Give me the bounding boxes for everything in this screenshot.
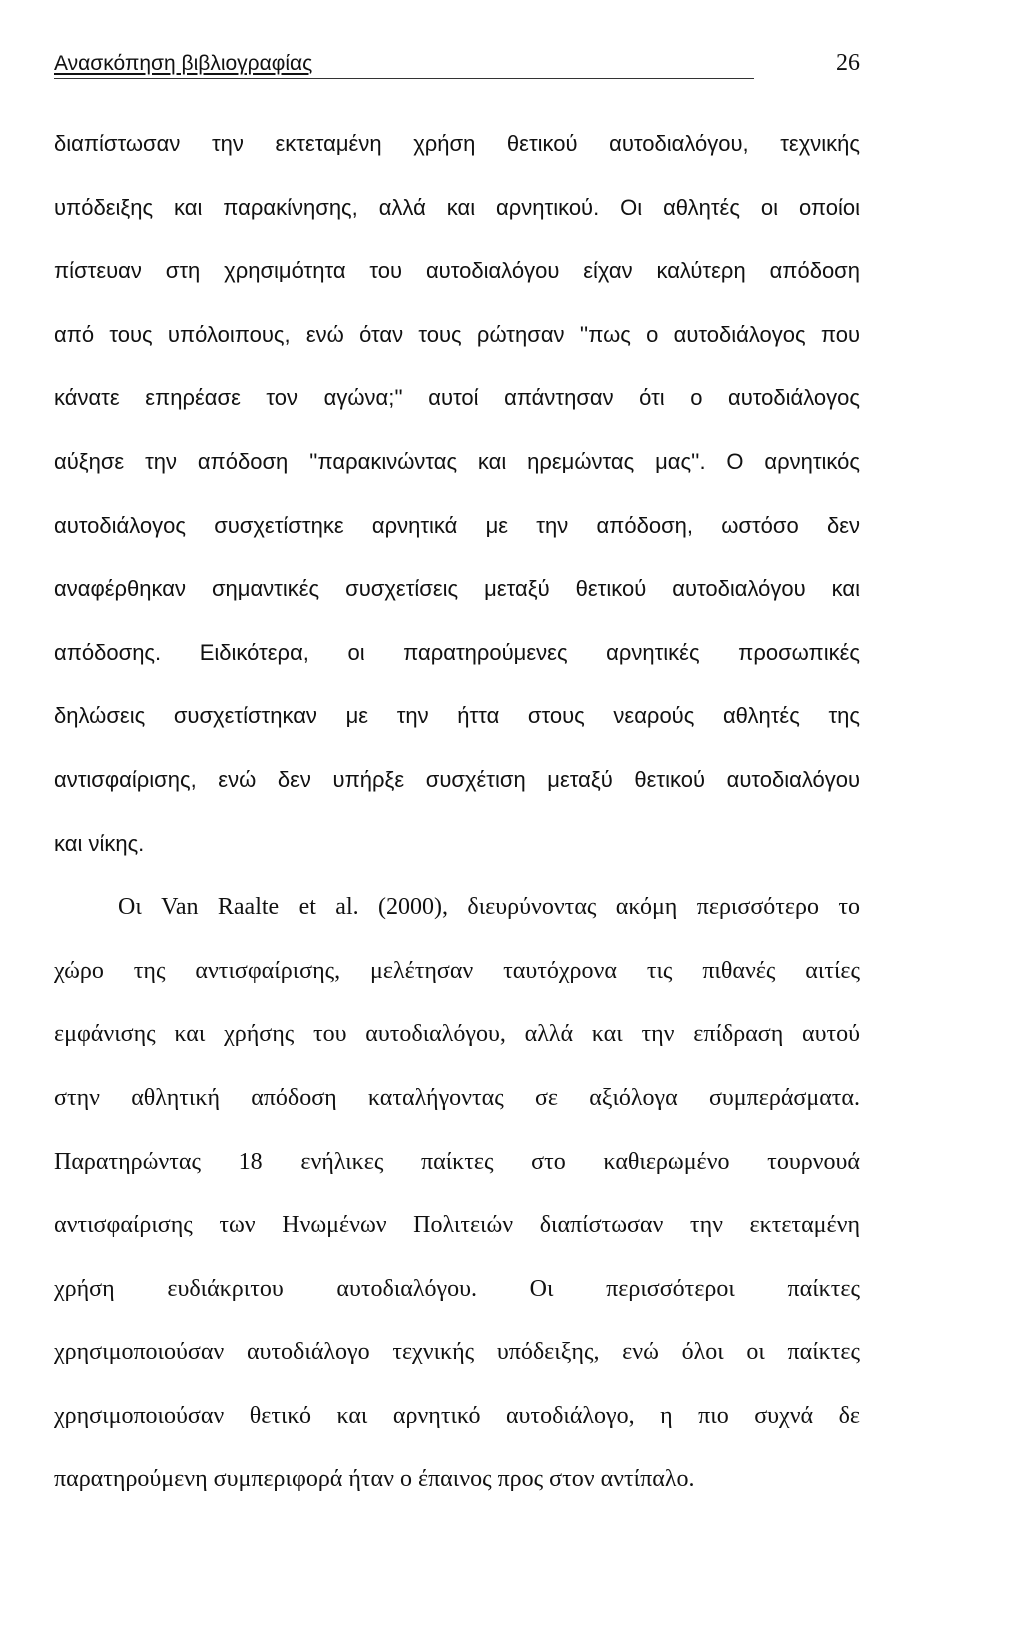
text-line: και νίκης. xyxy=(54,830,145,856)
text-line: υπόδειξης και παρακίνησης, αλλά και αρνητικού. Οι αθλητές οι οποίοι xyxy=(54,194,860,220)
text-line: απόδοσης. Ειδικότερα, οι παρατηρούμενες αρνητικές προσωπικές xyxy=(54,639,860,665)
paragraph-1 xyxy=(54,120,860,883)
text-line: διαπίστωσαν την εκτεταμένη χρήση θετικού αυτοδιαλόγου, τεχνικής xyxy=(54,131,860,156)
section-title: Ανασκόπηση βιβλιογραφίας xyxy=(54,52,313,75)
text-line: από τους υπόλοιπους, ενώ όταν τους ρώτησαν ''πως ο αυτοδιάλογος που xyxy=(54,321,860,347)
text-line: δηλώσεις συσχετίστηκαν με την ήττα στους νεαρούς αθλητές της xyxy=(54,703,860,729)
text-line: αυτοδιάλογος συσχετίστηκε αρνητικά με την απόδοση, ωστόσο δεν xyxy=(54,512,860,538)
header-rule xyxy=(54,78,754,79)
text-line: χρήση ευδιάκριτου αυτοδιαλόγου. Οι περισσότεροι παίκτες xyxy=(54,1275,860,1302)
paragraph-2 xyxy=(54,883,860,1519)
text-line: χώρο της αντισφαίρισης, μελέτησαν ταυτόχρονα τις πιθανές αιτίες xyxy=(54,957,860,984)
text-line: παρατηρούμενη συμπεριφορά ήταν ο έπαινος προς στον αντίπαλο. xyxy=(54,1466,695,1493)
text-line: κάνατε επηρέασε τον αγώνα;'' αυτοί απάντησαν ότι ο αυτοδιάλογος xyxy=(54,385,860,411)
page-number: 26 xyxy=(836,50,860,76)
text-line: στην αθλητική απόδοση καταλήγοντας σε αξιόλογα συμπεράσματα. xyxy=(54,1084,860,1111)
text-line: χρησιμοποιούσαν αυτοδιάλογο τεχνικής υπόδειξης, ενώ όλοι οι παίκτες xyxy=(54,1339,860,1366)
text-line: αντισφαίρισης, ενώ δεν υπήρξε συσχέτιση μεταξύ θετικού αυτοδιαλόγου xyxy=(54,766,860,792)
text-line: αύξησε την απόδοση ''παρακινώντας και ηρεμώντας μας''. Ο αρνητικός xyxy=(54,448,860,474)
text-line: χρησιμοποιούσαν θετικό και αρνητικό αυτοδιάλογο, η πιο συχνά δε xyxy=(54,1402,860,1429)
text-line: Παρατηρώντας 18 ενήλικες παίκτες στο καθιερωμένο τουρνουά xyxy=(54,1148,860,1175)
text-line: Οι Van Raalte et al. (2000), διευρύνοντας ακόμη περισσότερο το xyxy=(118,894,860,921)
text-line: αναφέρθηκαν σημαντικές συσχετίσεις μεταξύ θετικού αυτοδιαλόγου και xyxy=(54,576,860,602)
body-text xyxy=(54,120,860,1519)
text-line: πίστευαν στη χρησιμότητα του αυτοδιαλόγου είχαν καλύτερη απόδοση xyxy=(54,258,860,284)
text-line: εμφάνισης και χρήσης του αυτοδιαλόγου, αλλά και την επίδραση αυτού xyxy=(54,1021,860,1048)
running-header xyxy=(54,50,860,82)
text-line: αντισφαίρισης των Ηνωμένων Πολιτειών διαπίστωσαν την εκτεταμένη xyxy=(54,1212,860,1239)
